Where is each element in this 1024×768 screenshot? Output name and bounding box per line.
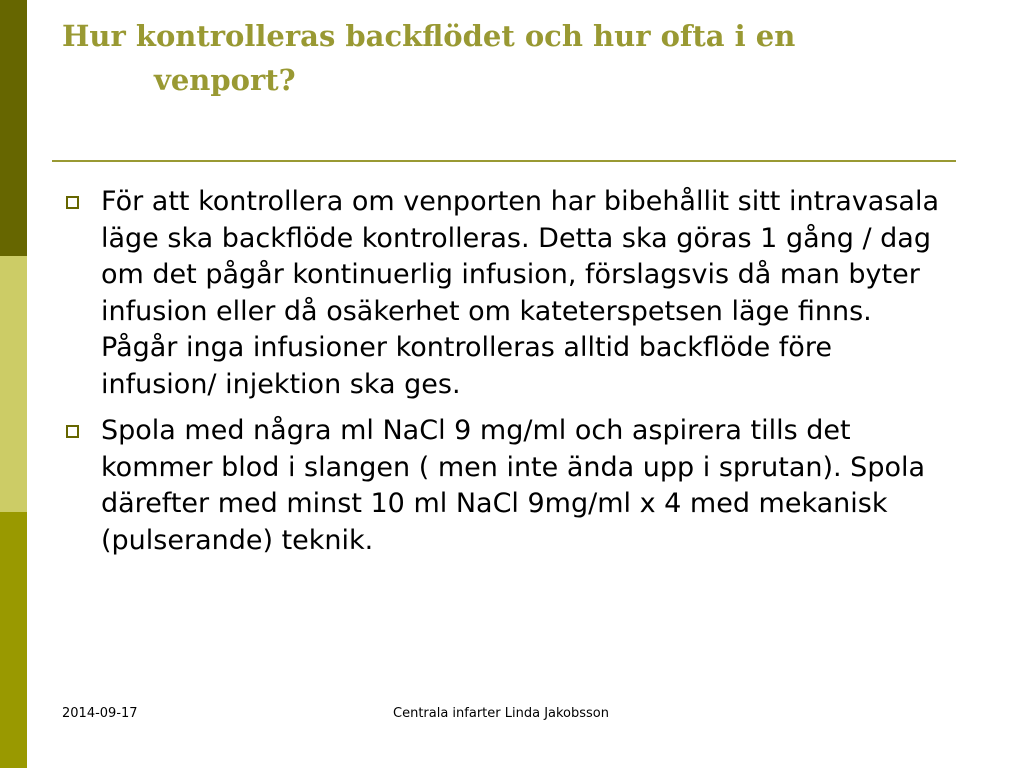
slide-title-line-2: venport? bbox=[154, 63, 296, 97]
bullet-text: För att kontrollera om venporten har bibehållit sitt intravasala läge ska backflöde kontrolleras. Detta ska göras 1 gång / dag om det pågår kontinuerlig infusion, förslagsvis då man byter infusion eller då osäkerhet om kateterspetsen läge finns. Pågår inga infusioner kontrolleras alltid backflöde före infusion/ injektion ska ges. bbox=[101, 186, 940, 400]
bullet-item bbox=[62, 413, 942, 559]
bullet-list bbox=[62, 184, 942, 569]
left-bar-bottom bbox=[0, 512, 27, 768]
footer-date: 2014-09-17 bbox=[62, 706, 138, 721]
footer-author: Centrala infarter Linda Jakobsson bbox=[393, 706, 609, 721]
bullet-text: Spola med några ml NaCl 9 mg/ml och aspirera tills det kommer blod i slangen ( men inte ända upp i sprutan). Spola därefter med minst 10 ml NaCl 9mg/ml x 4 med mekanisk (pulserande) teknik. bbox=[101, 415, 926, 556]
title-divider bbox=[52, 160, 956, 162]
square-bullet-icon bbox=[66, 196, 79, 209]
left-bar-top bbox=[0, 0, 27, 256]
bullet-item bbox=[62, 184, 942, 403]
slide-title-line-1: Hur kontrolleras backflödet och hur ofta i en bbox=[62, 19, 796, 53]
square-bullet-icon bbox=[66, 425, 79, 438]
left-bar-middle bbox=[0, 256, 27, 512]
slide-title bbox=[62, 14, 962, 102]
